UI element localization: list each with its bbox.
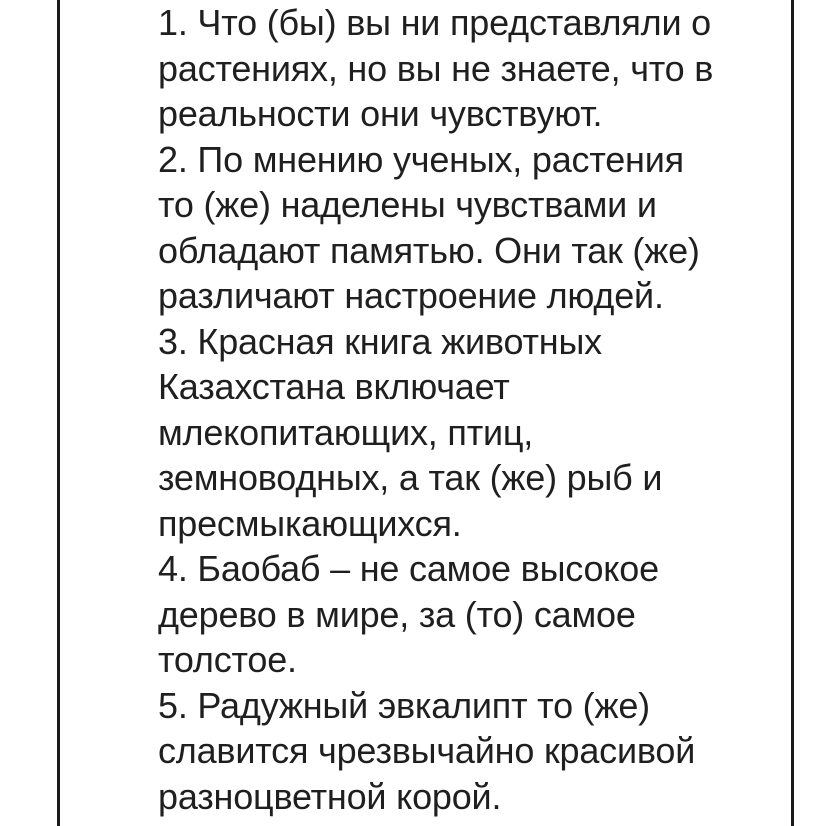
list-item xyxy=(158,137,778,319)
text-line: пресмыкающихся. xyxy=(158,502,462,544)
text-line: различают настроение людей. xyxy=(158,275,664,316)
text-line: 4. Баобаб – не самое высокое xyxy=(158,548,659,589)
text-line: дерево в мире, за (то) самое xyxy=(158,593,636,635)
text-line: то (же) наделены чувствами и xyxy=(158,184,657,225)
text-line: земноводных, а так (же) рыб и xyxy=(158,457,663,498)
text-line: растениях, но вы не знаете, что в xyxy=(158,47,714,89)
text-line: 3. Красная книга животных xyxy=(158,320,602,362)
text-line: 2. По мнению ученых, растения xyxy=(158,138,684,180)
list-item xyxy=(158,319,778,547)
list-item xyxy=(158,0,778,137)
list-item xyxy=(158,546,778,683)
text-line: млекопитающих, птиц, xyxy=(158,411,534,453)
exercise-text xyxy=(158,0,778,819)
text-line: Казахстана включает xyxy=(158,366,510,407)
list-item xyxy=(158,683,778,820)
text-line: 1. Что (бы) вы ни представляли о xyxy=(158,2,711,43)
text-line: толстое. xyxy=(158,639,297,680)
text-line: славится чрезвычайно красивой xyxy=(158,730,696,771)
text-line: обладают памятью. Они так (же) xyxy=(158,229,700,271)
text-line: реальности они чувствуют. xyxy=(158,93,603,134)
text-line: разноцветной корой. xyxy=(158,775,502,817)
text-line: 5. Радужный эвкалипт то (же) xyxy=(158,684,650,726)
